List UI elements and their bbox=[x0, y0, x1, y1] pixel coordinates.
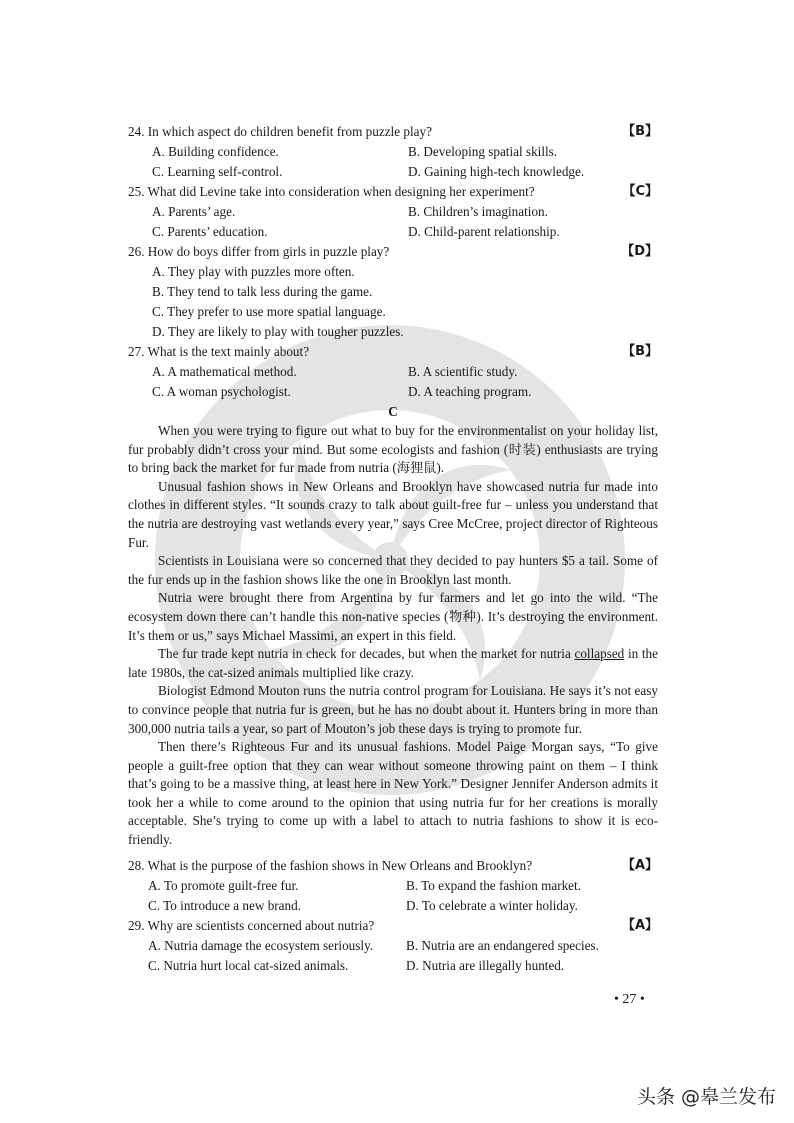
answer-key: 【C】 bbox=[622, 184, 658, 199]
option: C. To introduce a new brand. bbox=[148, 898, 302, 913]
answer-key: 【B】 bbox=[622, 344, 658, 359]
question-24: 24. In which aspect do children benefit from puzzle play? 【B】 bbox=[128, 122, 658, 142]
option: A. Parents’ age. bbox=[152, 204, 236, 219]
option: A. They play with puzzles more often. bbox=[152, 264, 355, 279]
option: C. Learning self-control. bbox=[152, 164, 283, 179]
answer-key: 【A】 bbox=[621, 918, 658, 933]
options-25 bbox=[128, 202, 658, 242]
option: B. To expand the fashion market. bbox=[406, 878, 581, 893]
passage-paragraph: Scientists in Louisiana were so concerned that they decided to pay hunters $5 a tail. Some of the fur ends up in the fashion shows like the one in Brooklyn last month. bbox=[128, 553, 658, 587]
option: B. Children’s imagination. bbox=[408, 204, 548, 219]
passage-c bbox=[128, 422, 658, 850]
page-number: • 27 • bbox=[614, 992, 645, 1007]
option: B. A scientific study. bbox=[408, 364, 518, 379]
option: D. A teaching program. bbox=[408, 384, 532, 399]
questions-bottom bbox=[128, 856, 658, 976]
answer-key: 【B】 bbox=[622, 124, 658, 139]
passage-paragraph: Unusual fashion shows in New Orleans and Brooklyn have showcased nutria fur made into clothes in different styles. “It sounds crazy to talk about guilt-free fur – unless you understand that the nutria are destroying vast wetlands every year,” says Cree McCree, project director of Righteous Fur. bbox=[128, 478, 658, 550]
option: B. Nutria are an endangered species. bbox=[406, 938, 599, 953]
option: D. Nutria are illegally hunted. bbox=[406, 958, 565, 973]
option: D. They are likely to play with tougher puzzles. bbox=[152, 324, 404, 339]
options-24 bbox=[128, 142, 658, 182]
option: C. They prefer to use more spatial language. bbox=[152, 304, 386, 319]
answer-key: 【D】 bbox=[621, 244, 658, 259]
question-26: 26. How do boys differ from girls in puzzle play? 【D】 bbox=[128, 242, 658, 262]
options-28 bbox=[128, 876, 658, 916]
option: B. Developing spatial skills. bbox=[408, 144, 558, 159]
passage-paragraph: When you were trying to figure out what to buy for the environmentalist on your holiday list, fur probably didn’t cross your mind. But some ecologists and fashion (时装) enthusiasts are trying to bring back the market for fur made from nutria (海狸鼠). bbox=[128, 423, 658, 476]
passage-paragraph: Nutria were brought there from Argentina by fur farmers and let go into the wild. “The ecosystem down there can’t handle this non-native species (物种). It’s destroying the environment. It’s them or us,” says Michael Massimi, an expert in this field. bbox=[128, 590, 658, 643]
option: C. Parents’ education. bbox=[152, 224, 268, 239]
question-27: 27. What is the text mainly about? 【B】 bbox=[128, 342, 658, 362]
option: D. To celebrate a winter holiday. bbox=[406, 898, 578, 913]
options-27 bbox=[128, 362, 658, 402]
options-29 bbox=[128, 936, 658, 976]
option: C. Nutria hurt local cat-sized animals. bbox=[148, 958, 349, 973]
questions-top bbox=[128, 122, 658, 850]
passage-paragraph: Biologist Edmond Mouton runs the nutria control program for Louisiana. He says it’s not easy to convince people that nutria fur is green, but he has no doubt about it. Hunters bring in more than 300,000 nutria tails a year, so part of Mouton’s job these days is trying to promote fur. bbox=[128, 683, 658, 736]
answer-key: 【A】 bbox=[621, 858, 658, 873]
question-29: 29. Why are scientists concerned about nutria? 【A】 bbox=[128, 916, 658, 936]
option: A. To promote guilt-free fur. bbox=[148, 878, 299, 893]
passage-paragraph: Then there’s Righteous Fur and its unusual fashions. Model Paige Morgan says, “To give people a guilt-free option that they can wear without someone throwing paint on them – I think that’s going to be a massive thing, at least here in New York.” Designer Jennifer Anderson admits it took her a while to come around to the opinion that using nutria fur for her creations is morally acceptable. She’s trying to come up with a label to attach to nutria fashions to show it is eco-friendly. bbox=[128, 739, 658, 848]
option: D. Child-parent relationship. bbox=[408, 224, 560, 239]
question-28: 28. What is the purpose of the fashion shows in New Orleans and Brooklyn? 【A】 bbox=[128, 856, 658, 876]
source-watermark-text: 头条 @皋兰发布 bbox=[636, 1086, 776, 1108]
passage-paragraph: The fur trade kept nutria in check for decades, but when the market for nutria collapsed in the late 1980s, the cat-sized animals multiplied like crazy. bbox=[128, 646, 658, 680]
underlined-word: collapsed bbox=[574, 646, 625, 662]
option: D. Gaining high-tech knowledge. bbox=[408, 164, 585, 179]
option: A. A mathematical method. bbox=[152, 364, 297, 379]
option: B. They tend to talk less during the game. bbox=[152, 284, 373, 299]
option: C. A woman psychologist. bbox=[152, 384, 291, 399]
option: A. Building confidence. bbox=[152, 144, 279, 159]
question-25: 25. What did Levine take into consideration when designing her experiment? 【C】 bbox=[128, 182, 658, 202]
section-heading: C bbox=[388, 404, 398, 419]
option: A. Nutria damage the ecosystem seriously. bbox=[148, 938, 374, 953]
